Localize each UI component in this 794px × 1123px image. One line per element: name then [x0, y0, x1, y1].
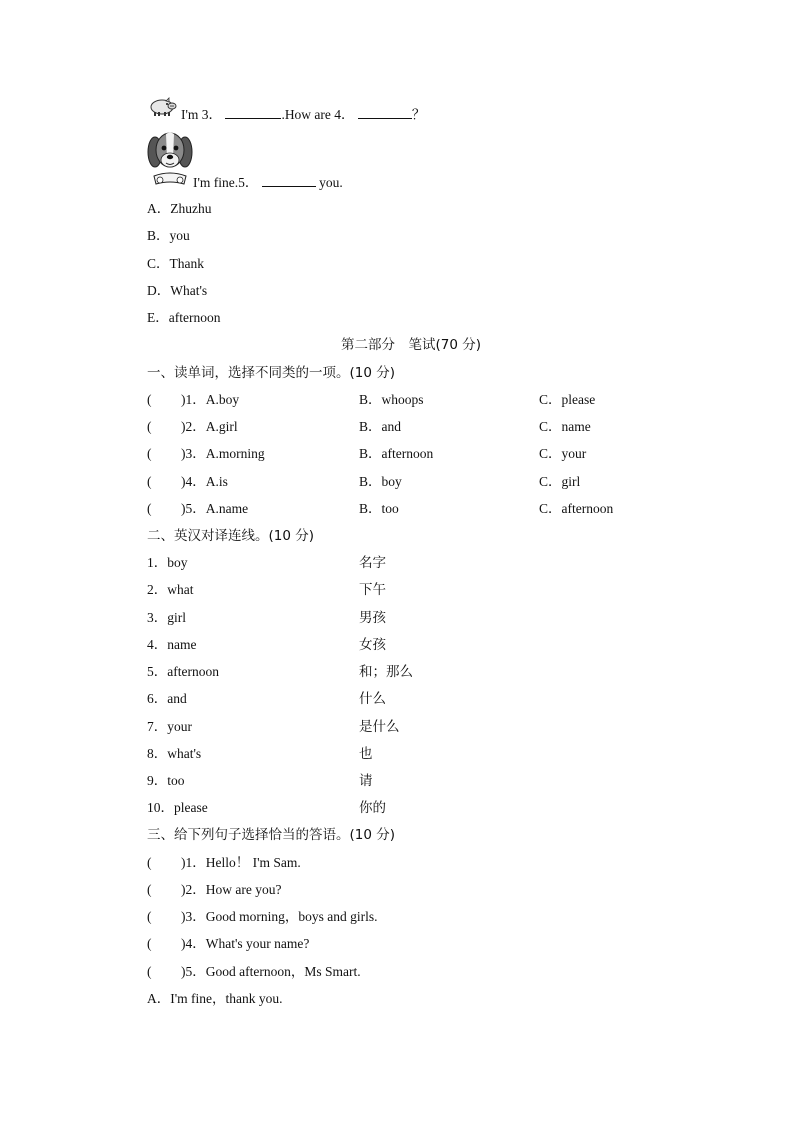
- s2-chinese-3: 男孩: [359, 610, 386, 626]
- s3-question-text: )3．Good morning，boys and girls.: [181, 909, 378, 924]
- s2-chinese-6: 什么: [359, 691, 386, 707]
- option-d: D．What's: [147, 283, 208, 298]
- s3-question-text: )2．How are you?: [181, 882, 282, 897]
- s1-row-4: [147, 473, 228, 491]
- answer-paren[interactable]: (: [147, 882, 152, 897]
- s2-english-1: 1．boy: [147, 555, 188, 570]
- s1-row-3: [147, 445, 265, 463]
- s3-question-2: [147, 881, 281, 899]
- s2-chinese-1: 名字: [359, 555, 386, 571]
- s2-english-9: 9．too: [147, 773, 185, 788]
- dialogue-text: I'm fine.5．: [193, 175, 259, 190]
- s2-english-8: 8．what's: [147, 746, 202, 761]
- s2-chinese-8: 也: [359, 746, 373, 762]
- answer-blank-5[interactable]: [262, 173, 316, 187]
- answer-paren[interactable]: (: [147, 419, 152, 434]
- option-a: A．Zhuzhu: [147, 201, 212, 216]
- s1-row-text: )3．A.morning: [181, 446, 265, 461]
- s1-row-1-c: C．please: [539, 392, 596, 407]
- s2-english-5: 5．afternoon: [147, 664, 219, 679]
- s2-chinese-2: 下午: [359, 582, 386, 598]
- s1-row-text: )1．A.boy: [181, 392, 240, 407]
- s1-row-2-b: B．and: [359, 419, 401, 434]
- option-b: B．you: [147, 228, 190, 243]
- dog-icon: [146, 128, 194, 188]
- section3-title: 三、给下列句子选择恰当的答语。(10 分): [147, 827, 396, 843]
- answer-paren[interactable]: (: [147, 392, 152, 407]
- dialogue-text: ？: [411, 107, 426, 122]
- s1-row-5-b: B．too: [359, 501, 399, 516]
- answer-blank-3[interactable]: [225, 105, 281, 119]
- s3-question-3: [147, 908, 378, 926]
- dialogue-text: .How are 4．: [281, 107, 355, 122]
- s1-row-5: [147, 500, 248, 518]
- s1-row-1: [147, 391, 239, 409]
- s1-row-3-b: B．afternoon: [359, 446, 434, 461]
- answer-paren[interactable]: (: [147, 855, 152, 870]
- s3-answer-a: A．I'm fine，thank you.: [147, 991, 283, 1006]
- s1-row-4-c: C．girl: [539, 474, 581, 489]
- dialogue-text: you.: [315, 175, 343, 190]
- s1-row-text: )2．A.girl: [181, 419, 238, 434]
- s1-row-4-b: B．boy: [359, 474, 402, 489]
- dialogue-line-2: [193, 173, 343, 192]
- s2-english-10: 10．please: [147, 800, 208, 815]
- answer-blank-4[interactable]: [358, 105, 412, 119]
- s2-chinese-4: 女孩: [359, 637, 386, 653]
- part-two-title: 第二部分 笔试(70 分): [340, 337, 481, 353]
- s3-question-5: [147, 963, 361, 981]
- s1-row-3-c: C．your: [539, 446, 587, 461]
- s1-row-5-c: C．afternoon: [539, 501, 614, 516]
- s2-chinese-10: 你的: [359, 800, 386, 816]
- s2-english-4: 4．name: [147, 637, 197, 652]
- answer-paren[interactable]: (: [147, 909, 152, 924]
- pig-icon: [146, 96, 178, 118]
- s1-row-1-b: B．whoops: [359, 392, 424, 407]
- dialogue-text: I'm 3．: [181, 107, 223, 122]
- answer-paren[interactable]: (: [147, 964, 152, 979]
- answer-paren[interactable]: (: [147, 474, 152, 489]
- s1-row-text: )4．A.is: [181, 474, 228, 489]
- s2-english-7: 7．your: [147, 719, 192, 734]
- s1-row-text: )5．A.name: [181, 501, 249, 516]
- s1-row-2-c: C．name: [539, 419, 591, 434]
- s2-english-3: 3．girl: [147, 610, 186, 625]
- s2-english-2: 2．what: [147, 582, 194, 597]
- s3-question-4: [147, 935, 309, 953]
- s3-question-text: )1．Hello！ I'm Sam.: [181, 855, 301, 870]
- answer-paren[interactable]: (: [147, 501, 152, 516]
- s2-english-6: 6．and: [147, 691, 187, 706]
- option-e: E．afternoon: [147, 310, 221, 325]
- s1-row-2: [147, 418, 238, 436]
- section2-title: 二、英汉对译连线。(10 分): [147, 528, 315, 544]
- option-c: C．Thank: [147, 256, 204, 271]
- s3-question-1: [147, 854, 301, 872]
- s3-question-text: )5．Good afternoon，Ms Smart.: [181, 964, 361, 979]
- s2-chinese-9: 请: [359, 773, 373, 789]
- s3-question-text: )4．What's your name?: [181, 936, 310, 951]
- dialogue-line-1: [181, 105, 425, 124]
- answer-paren[interactable]: (: [147, 446, 152, 461]
- s2-chinese-7: 是什么: [359, 719, 400, 735]
- s2-chinese-5: 和；那么: [359, 664, 413, 680]
- section1-title: 一、读单词，选择不同类的一项。(10 分): [147, 365, 396, 381]
- answer-paren[interactable]: (: [147, 936, 152, 951]
